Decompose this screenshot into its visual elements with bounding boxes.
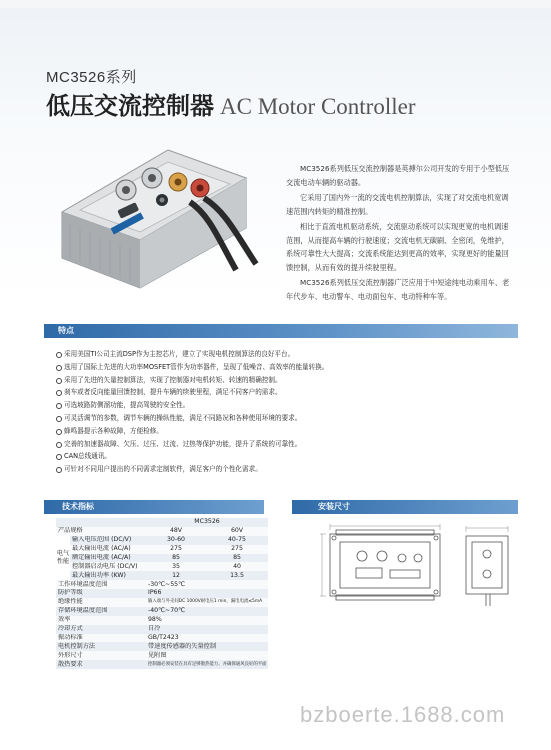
spec-label: 工作环境温度范围	[56, 580, 146, 589]
dimensions-heading-bar	[292, 500, 518, 514]
features-heading: 特点	[58, 326, 74, 335]
spec-label: 最大输出功率 (KW)	[70, 571, 146, 580]
spec-value-48: 275	[146, 545, 206, 554]
spec-value-48: 35	[146, 562, 206, 571]
spec-label: 控制器启动电压 (DC/V)	[70, 562, 146, 571]
table-row	[56, 660, 268, 669]
spec-value: GB/T2423	[146, 634, 268, 643]
voltage-60-header: 60V	[206, 527, 268, 536]
table-row	[56, 598, 268, 607]
spec-value: 98%	[146, 616, 268, 625]
spec-label: 额定输出电流 (AC/A)	[70, 554, 146, 563]
table-row	[56, 651, 268, 660]
spec-table	[56, 518, 268, 669]
spec-value: 见附图	[146, 651, 268, 660]
feature-item: 可选坡路防侧溜功能，提高驾驶的安全性。	[56, 399, 516, 412]
spec-value-48: 30-60	[146, 536, 206, 545]
spec-value-60: 40-75	[206, 536, 268, 545]
mounting-dimension-drawing	[300, 520, 520, 610]
title-chinese: 低压交流控制器	[46, 92, 214, 120]
feature-item: 可针对不同用户提出的不同需求定制软件，满足客户的个性化需求。	[56, 463, 516, 476]
table-row	[56, 580, 268, 589]
intro-paragraph: MC3526系列低压交流控制器广泛应用于中短途纯电动乘用车、老年代步车、电动警车、电动面包车、电动特种车等。	[286, 278, 510, 301]
spec-value: 自冷	[146, 625, 268, 634]
feature-item: 完善的加速器故障、欠压、过压、过流、过热等保护功能，提升了系统的可靠性。	[56, 438, 516, 451]
table-row	[56, 571, 268, 580]
page-title	[46, 86, 416, 121]
intro-paragraph: 相比于直流电机驱动系统，交流驱动系统可以实现更宽的电机调速范围，从而提高车辆的行驶速度；交流电机无碳刷、全密闭，免维护，系统可靠性大大提高；交流系统能达到更高的效率，实现更好的能量回馈控制，从而有效的提升续驶里程。	[286, 222, 509, 272]
spec-label: 电机控制方法	[56, 642, 146, 651]
spec-label: 散热要求	[56, 660, 146, 669]
title-english: AC Motor Controller	[220, 94, 416, 119]
spec-value-48: 85	[146, 554, 206, 563]
feature-item: 采用美国TI公司主流DSP作为主控芯片，建立了实现电机控制算法的良好平台。	[56, 348, 516, 361]
voltage-48-header: 48V	[146, 527, 206, 536]
table-row	[56, 562, 268, 571]
feature-item: 蜂鸣器提示各种故障，方便检修。	[56, 425, 516, 438]
spec-label: 冷却方式	[56, 625, 146, 634]
table-row	[56, 625, 268, 634]
spec-value: -30℃~55℃	[146, 580, 268, 589]
spec-value: IP66	[146, 589, 268, 598]
intro-paragraph: MC3526系列低压交流控制器是英搏尔公司开发的专用于小型低压交流电动车辆的驱动器。	[286, 164, 510, 187]
spec-label: 输入电压范围 (DC/V)	[70, 536, 146, 545]
controller-product-image	[40, 120, 280, 300]
feature-item: 可灵活调节的参数，调节车辆的操纵性能，满足不同路况和各种使用环境的要求。	[56, 412, 516, 425]
intro-text	[286, 162, 514, 305]
spec-label: 绝缘性能	[56, 598, 146, 607]
spec-value: 带速度传感器的矢量控制	[146, 642, 268, 651]
spec-value-60: 85	[206, 554, 268, 563]
feature-item: 选用了国际上先进的大功率MOSFET管作为功率器件，呈现了低噪音、高效率的能量转换。	[56, 361, 516, 374]
model-cell: MC3526	[146, 518, 268, 527]
spec-label: 外形尺寸	[56, 651, 146, 660]
spec-label: 存储环境温度范围	[56, 607, 146, 616]
spec-label: 防护等级	[56, 589, 146, 598]
spec-label: 最大输出电流 (AC/A)	[70, 545, 146, 554]
table-row	[56, 527, 268, 536]
dimensions-heading: 安装尺寸	[318, 502, 350, 511]
spec-value: -40℃~70℃	[146, 607, 268, 616]
table-row	[56, 589, 268, 598]
features-heading-bar	[44, 324, 518, 338]
table-row	[56, 634, 268, 643]
top-stripe	[0, 0, 551, 8]
spec-value-48: 12	[146, 571, 206, 580]
feature-item: 刹车或者反向能量回馈控制，提升车辆的续驶里程，满足不同客户的需求。	[56, 386, 516, 399]
table-row	[56, 642, 268, 651]
spec-value-60: 275	[206, 545, 268, 554]
table-row	[56, 607, 268, 616]
feature-item: CAN总线通讯。	[56, 450, 516, 463]
watermark: bzboerte.1688.com	[300, 702, 506, 727]
table-row	[56, 554, 268, 563]
intro-paragraph: 它采用了国内外一流的交流电机控制算法，实现了对交流电机宽调速范围内转矩的精准控制。	[286, 193, 509, 216]
spec-label: 振动标准	[56, 634, 146, 643]
feature-item: 采用了先进的矢量控制算法，实现了控制器对电机转矩、转速的精确控制。	[56, 374, 516, 387]
table-row	[56, 616, 268, 625]
specs-heading: 技术指标	[62, 502, 94, 511]
table-row	[56, 545, 268, 554]
spec-value-60: 40	[206, 562, 268, 571]
features-list	[56, 348, 516, 476]
product-spec-label: 产品规格	[56, 527, 146, 536]
spec-label: 效率	[56, 616, 146, 625]
specs-heading-bar	[44, 500, 264, 514]
spec-value: 输入端与外壳间DC 1000V耐电压1 min，漏电电流≤5mA	[146, 598, 268, 607]
spec-value-60: 13.5	[206, 571, 268, 580]
electrical-group-label: 电气性能	[56, 536, 70, 580]
table-row	[56, 536, 268, 545]
series-label: MC3526系列	[46, 69, 137, 86]
spec-value: 控制器必须安装在具有足够散热能力、并确保通风良好的平面	[146, 660, 268, 669]
table-row	[56, 518, 268, 527]
